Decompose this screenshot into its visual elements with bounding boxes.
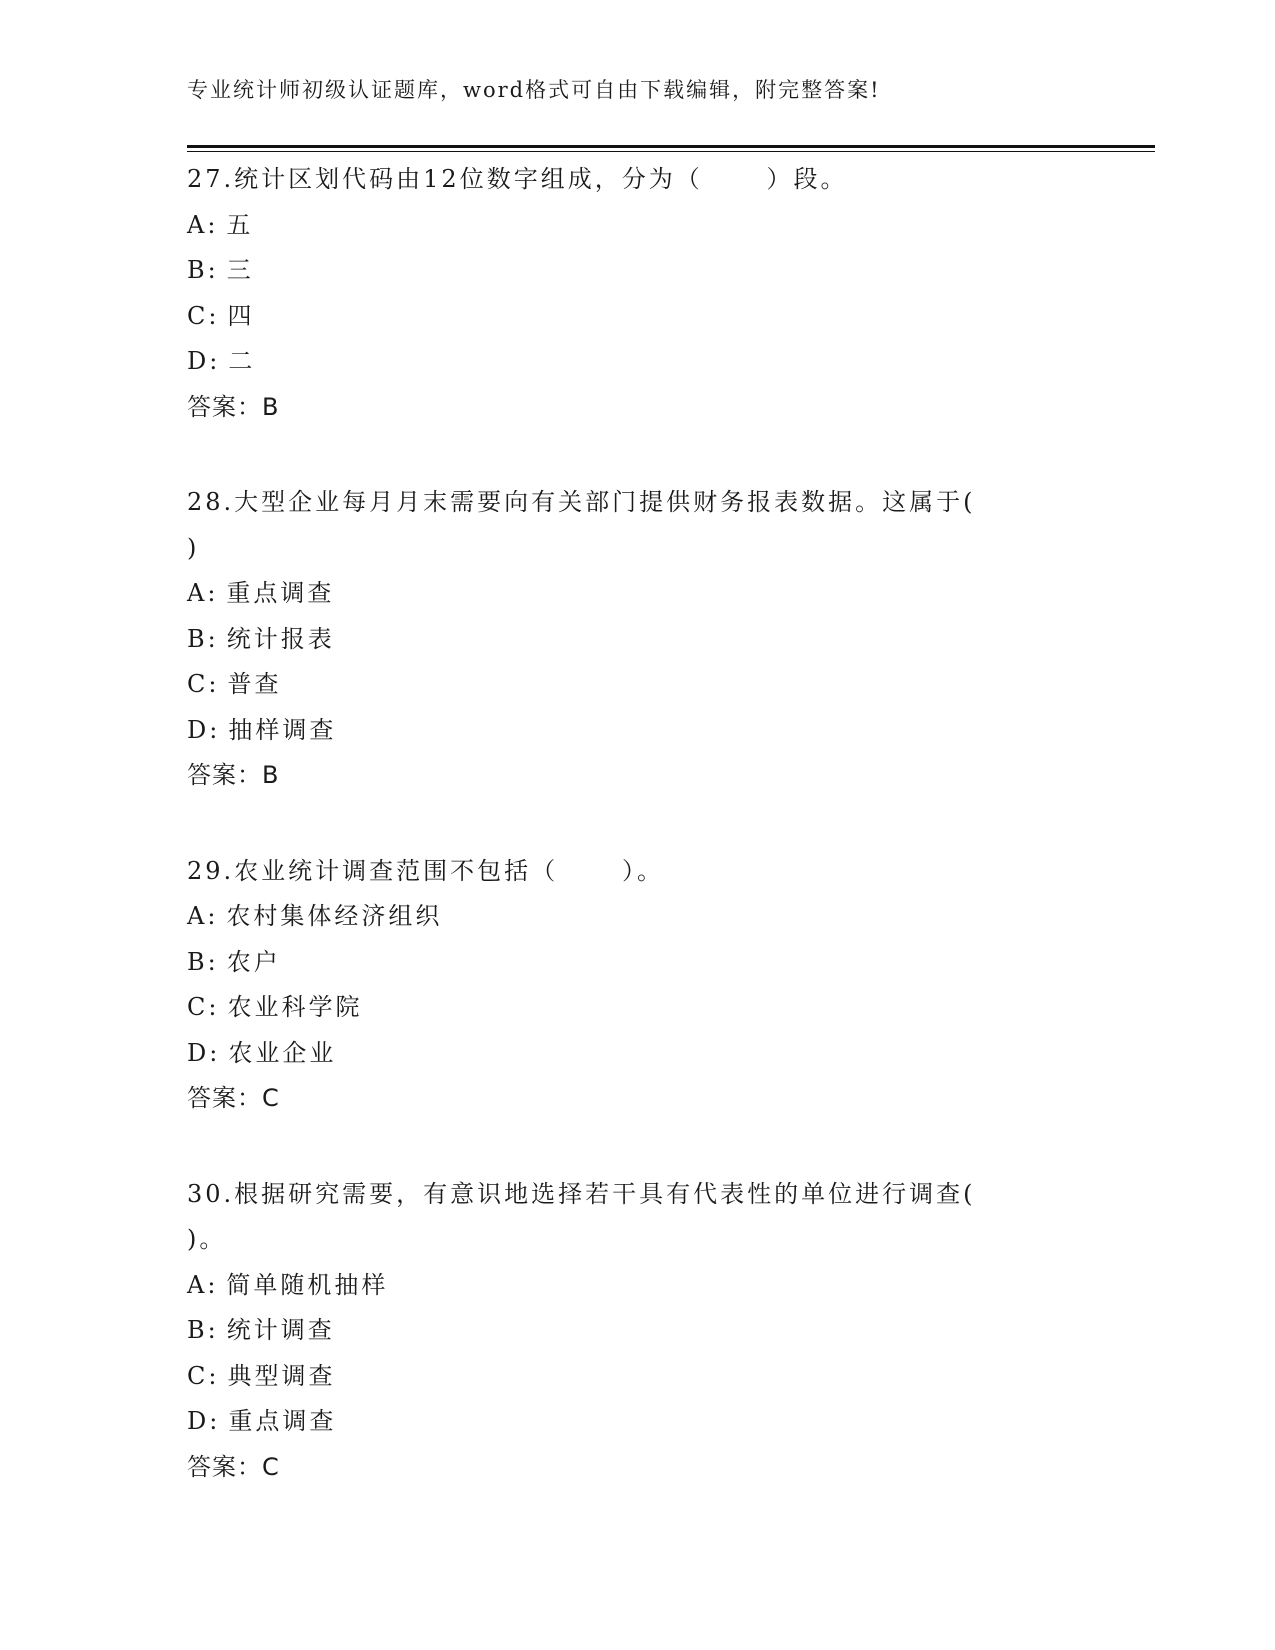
option-text: 农业企业 [228, 1038, 337, 1067]
option-text: 二 [228, 347, 256, 375]
question-stem: 29.农业统计调查范围不包括（ ）。 [187, 856, 664, 885]
option-b [187, 1308, 1047, 1354]
option-a [187, 1263, 1047, 1309]
option-b [187, 617, 1047, 663]
option-text: 重点调查 [228, 1407, 337, 1435]
option-text: 重点调查 [226, 579, 335, 607]
question-stem: 30.根据研究需要，有意识地选择若干具有代表性的单位进行调查( )。 [187, 1179, 976, 1253]
option-b [187, 248, 1047, 294]
answer-line: 答案：C [187, 1084, 280, 1112]
answer-line: 答案：B [187, 392, 280, 421]
option-text: 四 [227, 301, 255, 330]
option-d [187, 1031, 1047, 1077]
option-letter: C: [187, 1361, 220, 1390]
option-c [187, 1354, 1047, 1400]
option-b [187, 940, 1047, 986]
question-27 [187, 157, 1047, 430]
option-letter: D: [187, 1038, 221, 1067]
option-letter: D: [187, 715, 221, 744]
question-stem: 27.统计区划代码由12位数字组成，分为（ ）段。 [187, 165, 848, 193]
option-a [187, 894, 1047, 940]
option-text: 抽样调查 [228, 715, 337, 744]
option-letter: D: [187, 347, 221, 375]
option-letter: A: [187, 1270, 219, 1299]
question-list [187, 157, 1047, 1540]
option-text: 农户 [226, 947, 281, 976]
option-letter: B: [187, 947, 219, 976]
option-letter: A: [187, 902, 219, 930]
option-d [187, 339, 1047, 385]
option-a [187, 203, 1047, 249]
option-letter: B: [187, 624, 219, 653]
option-letter: C: [187, 670, 220, 698]
option-letter: B: [187, 1316, 219, 1344]
header-rule-thick [187, 145, 1155, 148]
option-letter: A: [187, 210, 219, 239]
option-text: 统计调查 [226, 1316, 335, 1344]
option-text: 农业科学院 [227, 993, 363, 1021]
option-text: 典型调查 [227, 1361, 336, 1390]
option-letter: B: [187, 256, 219, 284]
question-28 [187, 480, 1047, 799]
header-rule-thin [187, 151, 1155, 152]
option-text: 五 [226, 210, 254, 239]
question-30 [187, 1172, 1047, 1491]
answer-line: 答案：C [187, 1452, 280, 1481]
option-text: 农村集体经济组织 [226, 902, 443, 930]
option-letter: D: [187, 1407, 221, 1435]
option-c [187, 294, 1047, 340]
option-d [187, 708, 1047, 754]
option-letter: C: [187, 301, 220, 330]
option-text: 统计报表 [226, 624, 335, 653]
question-29 [187, 849, 1047, 1122]
option-d [187, 1399, 1047, 1445]
question-stem: 28.大型企业每月月末需要向有关部门提供财务报表数据。这属于( ) [187, 488, 976, 562]
option-c [187, 662, 1047, 708]
option-text: 简单随机抽样 [226, 1270, 389, 1299]
option-text: 普查 [227, 670, 282, 698]
option-text: 三 [226, 256, 254, 284]
option-letter: A: [187, 579, 219, 607]
option-a [187, 571, 1047, 617]
page-header: 专业统计师初级认证题库，word格式可自由下载编辑，附完整答案! [187, 78, 881, 102]
answer-line: 答案：B [187, 761, 280, 789]
option-letter: C: [187, 993, 220, 1021]
option-c [187, 985, 1047, 1031]
